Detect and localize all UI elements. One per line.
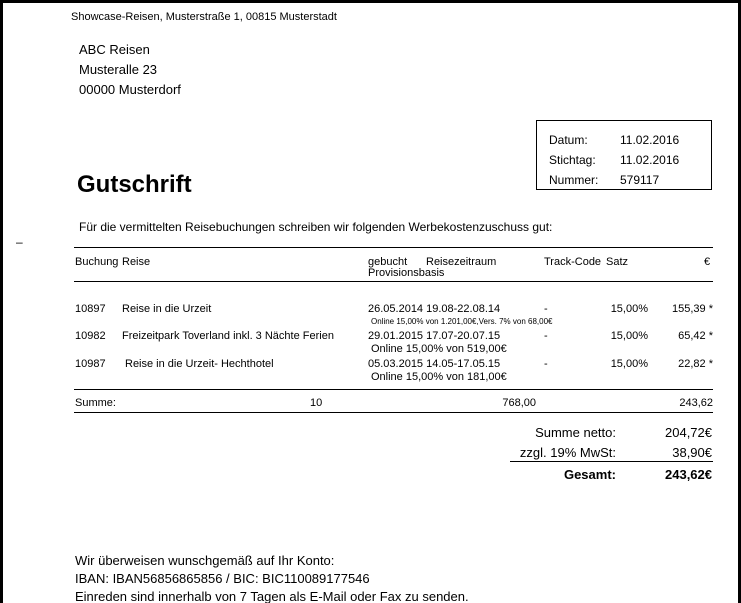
- gesamt-value: 243,62€: [665, 467, 712, 482]
- datum-value: 11.02.2016: [620, 133, 680, 147]
- netto-value: 204,72€: [665, 425, 712, 440]
- nummer-value: 579117: [620, 173, 660, 187]
- header-buchung: Buchung: [75, 256, 119, 268]
- footer-line-1: Wir überweisen wunschgemäß auf Ihr Konto:: [75, 553, 335, 568]
- stichtag-value: 11.02.2016: [620, 153, 680, 167]
- cell-betrag: 155,39 *: [672, 303, 713, 315]
- cell-buchung: 10982: [75, 330, 106, 342]
- recipient-name: ABC Reisen: [79, 42, 150, 57]
- mwst-label: zzgl. 19% MwSt:: [519, 445, 616, 460]
- summe-basis: 768,00: [502, 397, 536, 409]
- header-currency: €: [704, 256, 711, 268]
- recipient-city: 00000 Musterdorf: [79, 82, 181, 97]
- header-reisezeitraum: Reisezeitraum: [426, 256, 497, 268]
- cell-gebucht-zeitraum: 05.03.2015 14.05-17.05.15: [368, 358, 501, 370]
- footer-line-2: IBAN: IBAN56856865856 / BIC: BIC110089177546: [75, 571, 370, 586]
- cell-track-code: -: [544, 330, 548, 342]
- summe-betrag: 243,62: [679, 397, 713, 409]
- sender-line: Showcase-Reisen, Musterstraße 1, 00815 Musterstadt: [71, 11, 337, 23]
- margin-mark: –: [16, 235, 23, 249]
- table-top-rule: [74, 247, 713, 248]
- cell-basis: Online 15,00% von 519,00€: [371, 343, 507, 355]
- cell-satz: 15,00%: [610, 330, 648, 342]
- cell-reise: Reise in die Urzeit- Hechthotel: [125, 358, 274, 370]
- info-box: [536, 120, 712, 190]
- nummer-label: Nummer:: [549, 173, 599, 187]
- summe-count: 10: [310, 397, 323, 409]
- header-reise: Reise: [122, 256, 151, 268]
- header-provisionsbasis: Provisionsbasis: [368, 267, 445, 279]
- cell-basis: Online 15,00% von 1.201,00€,Vers. 7% von 68,00€: [371, 317, 553, 326]
- document-title: Gutschrift: [77, 171, 192, 198]
- cell-betrag: 22,82 *: [678, 358, 713, 370]
- header-track-code: Track-Code: [544, 256, 602, 268]
- netto-label: Summe netto:: [535, 425, 616, 440]
- header-gebucht: gebucht: [368, 256, 408, 268]
- header-satz: Satz: [606, 256, 629, 268]
- gesamt-label: Gesamt:: [563, 467, 616, 482]
- cell-satz: 15,00%: [610, 358, 648, 370]
- cell-gebucht-zeitraum: 29.01.2015 17.07-20.07.15: [368, 330, 501, 342]
- cell-reise: Reise in die Urzeit: [122, 303, 212, 315]
- mwst-value: 38,90€: [672, 445, 712, 460]
- totals-rule: [510, 461, 713, 462]
- cell-track-code: -: [544, 358, 548, 370]
- intro-text: Für die vermittelten Reisebuchungen schreiben wir folgenden Werbekostenzuschuss gut:: [79, 220, 553, 234]
- summe-label: Summe:: [75, 397, 116, 409]
- recipient-street: Musteralle 23: [79, 62, 158, 77]
- cell-reise: Freizeitpark Toverland inkl. 3 Nächte Ferien: [122, 330, 334, 342]
- footer-line-3: Einreden sind innerhalb von 7 Tagen als E-Mail oder Fax zu senden.: [75, 589, 469, 603]
- stichtag-label: Stichtag:: [549, 153, 596, 167]
- cell-basis: Online 15,00% von 181,00€: [371, 371, 507, 383]
- cell-satz: 15,00%: [610, 303, 648, 315]
- header-bottom-rule: [74, 281, 713, 282]
- cell-gebucht-zeitraum: 26.05.2014 19.08-22.08.14: [368, 303, 501, 315]
- summe-bottom-rule: [74, 412, 713, 413]
- cell-buchung: 10987: [75, 358, 106, 370]
- cell-track-code: -: [544, 303, 548, 315]
- summe-top-rule: [74, 389, 713, 390]
- datum-label: Datum:: [549, 133, 588, 147]
- cell-betrag: 65,42 *: [678, 330, 713, 342]
- cell-buchung: 10897: [75, 303, 106, 315]
